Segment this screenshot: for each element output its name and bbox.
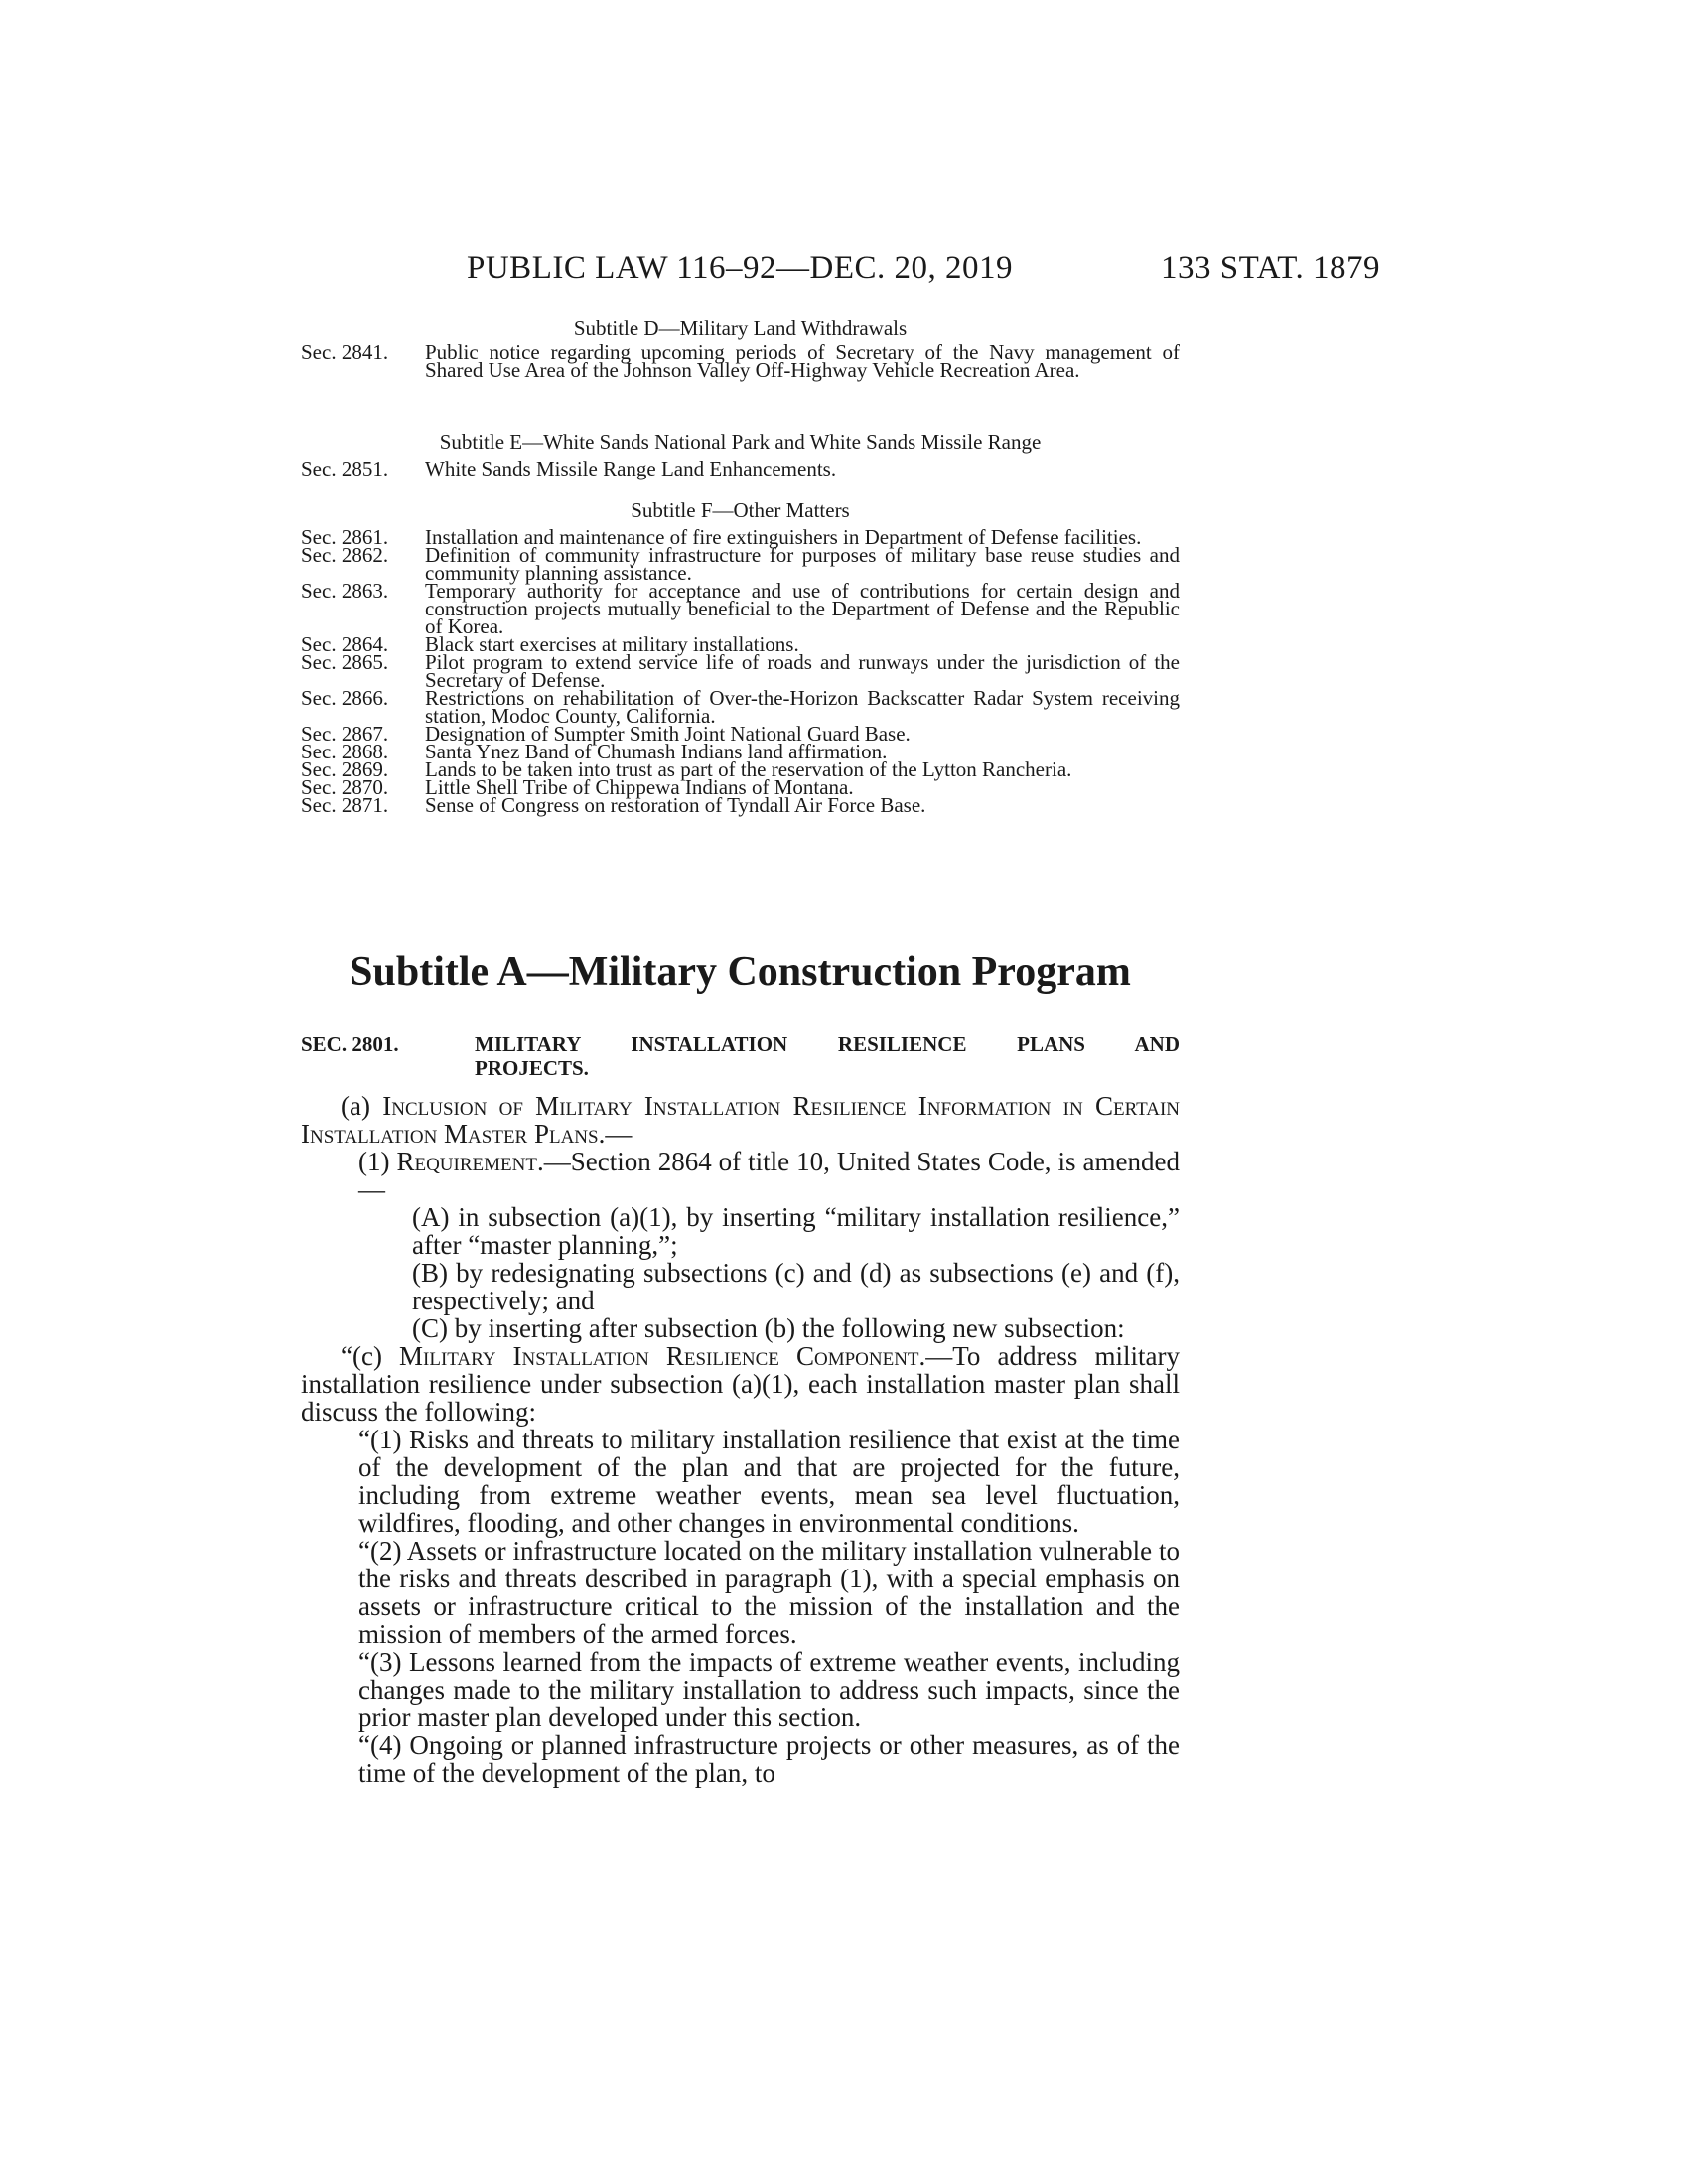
toc-entry-text: Restrictions on rehabilitation of Over-the-Horizon Backscatter Radar System receiving station, Modoc County, California. — [425, 686, 1180, 728]
quoted-subsection-c — [301, 1342, 1180, 1426]
quoted-subsection-c-label: “(c) — [341, 1341, 400, 1371]
toc-entry-text: Definition of community infrastructure for purposes of military base reuse studies and community planning assistance. — [425, 543, 1180, 585]
subparagraph-c: (C) by inserting after subsection (b) the following new subsection: — [412, 1313, 1125, 1343]
toc-entry — [301, 793, 1180, 817]
toc-entry-text: Lands to be taken into trust as part of the reservation of the Lytton Rancheria. — [425, 757, 1072, 781]
toc-entry-number: Sec. 2871. — [301, 793, 389, 817]
page-header — [467, 250, 1380, 290]
statute-page-number: 133 STAT. 1879 — [1160, 250, 1380, 286]
paragraph-1-text: Section 2864 of title 10, United States Code, is amended— — [358, 1147, 1180, 1204]
toc-entry-number: Sec. 2841. — [301, 341, 389, 364]
subparagraph-a: (A) in subsection (a)(1), by inserting “military installation resilience,” after “master planning,”; — [412, 1202, 1180, 1260]
quoted-subsection-c-heading: Military Installation Resilience Component.— — [399, 1341, 953, 1371]
toc-entry-text: Black start exercises at military installations. — [425, 632, 799, 656]
toc-entry-number: Sec. 2870. — [301, 775, 389, 799]
public-law-title: PUBLIC LAW 116–92—DEC. 20, 2019 — [467, 250, 1014, 286]
quoted-paragraph-2: “(2) Assets or infrastructure located on the military installation vulnerable to the risks and threats described in paragraph (1), with a special emphasis on assets or infrastructure critical to the mission of the installation and the mission of members of the armed forces. — [358, 1536, 1180, 1649]
subtitle-heading: Subtitle A—Military Construction Program — [350, 949, 1131, 995]
section-title-line-2: PROJECTS. — [475, 1056, 589, 1080]
toc-subtitle-f — [301, 498, 1180, 817]
subsection-a — [301, 1092, 1180, 1148]
toc-entry-text: Little Shell Tribe of Chippewa Indians of Montana. — [425, 775, 854, 799]
toc-entry — [301, 341, 1180, 382]
toc-subtitle-heading: Subtitle D—Military Land Withdrawals — [573, 316, 908, 340]
subparagraph-b: (B) by redesignating subsections (c) and (d) as subsections (e) and (f), respectively; and — [412, 1258, 1180, 1315]
section-title-line-1: MILITARY INSTALLATION RESILIENCE PLANS AND — [475, 1032, 1180, 1056]
toc-entry-number: Sec. 2851. — [301, 457, 389, 480]
toc-entry-text: Installation and maintenance of fire extinguishers in Department of Defense facilities. — [425, 525, 1142, 549]
toc-entry-text: Temporary authority for acceptance and use of contributions for certain design and construction projects mutually beneficial to the Department of Defense and the Republic of Korea. — [425, 579, 1180, 638]
toc-entry-number: Sec. 2867. — [301, 722, 389, 746]
toc-entry-number: Sec. 2865. — [301, 650, 389, 674]
toc-subtitle-heading: Subtitle E—White Sands National Park and White Sands Missile Range — [439, 430, 1042, 454]
toc-entry — [301, 579, 1180, 638]
toc-subtitle-e — [301, 430, 1180, 478]
toc-entry — [301, 457, 1180, 480]
toc-entry-number: Sec. 2862. — [301, 543, 389, 567]
section-body — [301, 1092, 1180, 1787]
toc-entry-number: Sec. 2864. — [301, 632, 389, 656]
toc-entry-text: Santa Ynez Band of Chumash Indians land affirmation. — [425, 740, 888, 763]
toc-entry-number: Sec. 2868. — [301, 740, 389, 763]
toc-entry-text: Public notice regarding upcoming periods of Secretary of the Navy management of Shared Use Area of the Johnson Valley Off-Highway Vehicle Recreation Area. — [425, 341, 1180, 382]
toc-entry-text: Designation of Sumpter Smith Joint National Guard Base. — [425, 722, 911, 746]
toc-entry-number: Sec. 2866. — [301, 686, 389, 710]
quoted-paragraph-3: “(3) Lessons learned from the impacts of extreme weather events, including changes made to the military installation to address such impacts, since the prior master plan developed under this section. — [358, 1647, 1180, 1732]
toc-entry-text: Pilot program to extend service life of roads and runways under the jurisdiction of the Secretary of Defense. — [425, 650, 1180, 692]
toc-entry-number: Sec. 2863. — [301, 579, 389, 603]
toc-entry-number: Sec. 2861. — [301, 525, 389, 549]
toc-entry-number: Sec. 2869. — [301, 757, 389, 781]
quoted-subsection-c-text: To address military installation resilience under subsection (a)(1), each installation master plan shall discuss the following: — [301, 1341, 1180, 1427]
section-number: SEC. 2801. — [301, 1032, 399, 1056]
paragraph-1-heading: Requirement.— — [396, 1147, 571, 1176]
quoted-paragraph-4: “(4) Ongoing or planned infrastructure projects or other measures, as of the time of the development of the plan, to — [358, 1730, 1180, 1788]
quoted-paragraph-1: “(1) Risks and threats to military installation resilience that exist at the time of the development of the plan and that are projected for the future, including from extreme weather events, mean sea level fluctuation, wildfires, flooding, and other changes in environmental conditions. — [358, 1425, 1180, 1538]
toc-entry — [301, 686, 1180, 728]
toc-entry-text: Sense of Congress on restoration of Tyndall Air Force Base. — [425, 793, 926, 817]
subsection-a-label: (a) — [341, 1091, 383, 1121]
toc-subtitle-heading: Subtitle F—Other Matters — [631, 498, 850, 522]
toc-entry — [301, 650, 1180, 692]
paragraph-1 — [301, 1148, 1180, 1203]
subsection-a-heading: Inclusion of Military Installation Resilience Information in Certain Installation Master Plans.— — [301, 1091, 1181, 1149]
toc-subtitle-d — [301, 316, 1180, 382]
toc-entry — [301, 543, 1180, 585]
section-heading — [301, 1032, 1180, 1080]
paragraph-1-label: (1) — [358, 1147, 397, 1176]
toc-entry-text: White Sands Missile Range Land Enhancements. — [425, 457, 837, 480]
